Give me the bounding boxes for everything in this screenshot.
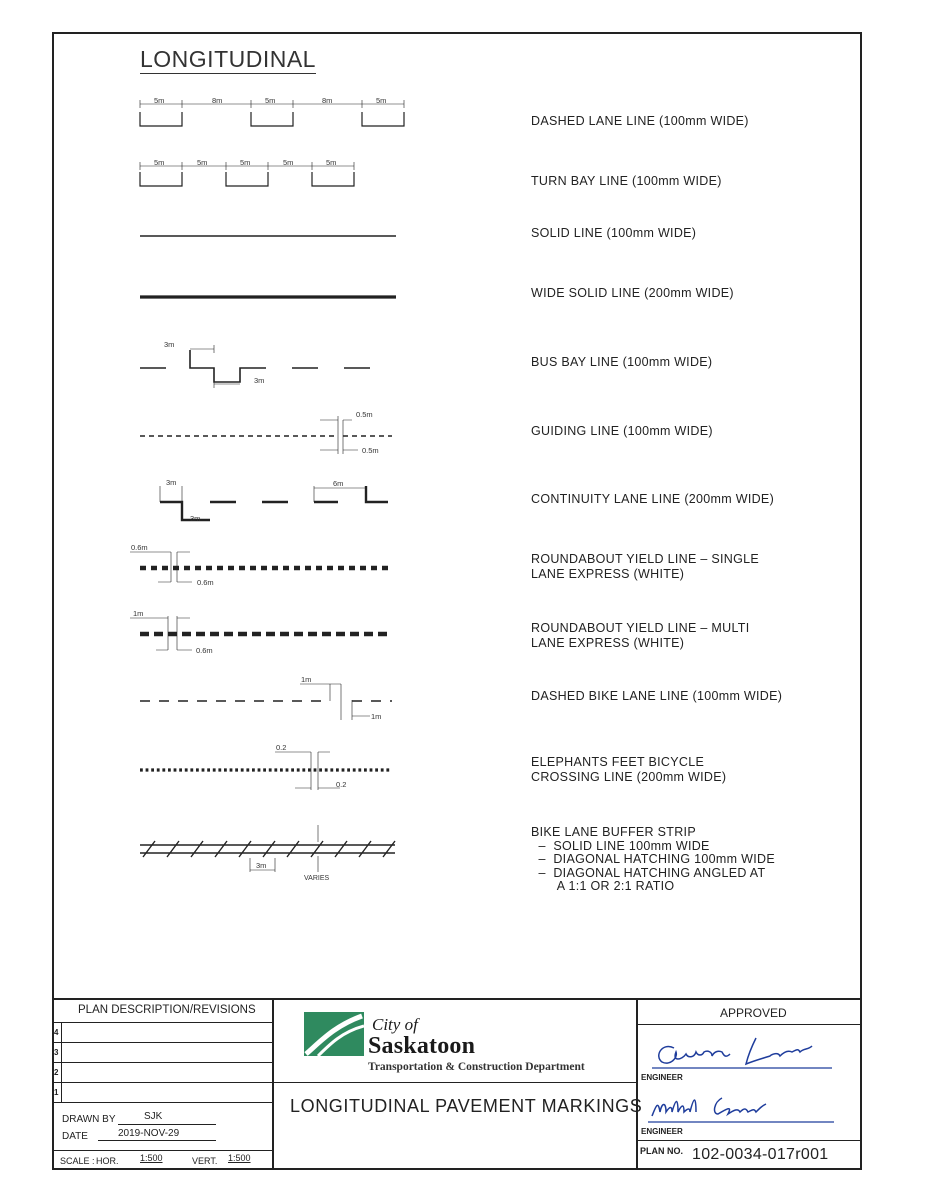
vert-label: VERT.: [192, 1156, 218, 1166]
label-turn-bay-line: TURN BAY LINE (100mm WIDE): [531, 174, 722, 188]
dim-text: 0.2: [276, 743, 287, 752]
dim-text: 0.6m: [197, 578, 214, 587]
date-value: 2019-NOV-29: [118, 1128, 180, 1139]
dim-text: 3m: [190, 514, 201, 523]
hor-label: HOR.: [96, 1156, 119, 1166]
label-wide-solid-line: WIDE SOLID LINE (200mm WIDE): [531, 286, 734, 300]
dim-text: 5m: [283, 158, 294, 167]
dim-text: 5m: [240, 158, 251, 167]
dim-text: 3m: [164, 340, 175, 349]
elephants-feet-drawing: [140, 752, 392, 790]
department-name: Transportation & Construction Department: [368, 1061, 585, 1073]
date-label: DATE: [62, 1131, 88, 1142]
title-block: [52, 1000, 862, 1170]
dim-text: 8m: [212, 96, 223, 105]
dim-text: 0.2: [336, 780, 347, 789]
dim-text: 5m: [326, 158, 337, 167]
dim-text: 1m: [133, 609, 144, 618]
dim-text: 5m: [197, 158, 208, 167]
engineer-label-1: ENGINEER: [641, 1073, 683, 1082]
plan-title: LONGITUDINAL PAVEMENT MARKINGS: [290, 1096, 643, 1116]
plan-no-label: PLAN NO.: [640, 1146, 684, 1156]
label-elephants-feet: ELEPHANTS FEET BICYCLE CROSSING LINE (200mm WIDE): [531, 755, 727, 784]
dim-text: 5m: [265, 96, 276, 105]
vert-scale: 1:500: [228, 1153, 251, 1163]
bike-lane-buffer-drawing: [140, 825, 395, 872]
engineer-label-2: ENGINEER: [641, 1127, 683, 1136]
dim-text: 5m: [376, 96, 387, 105]
label-dashed-lane-line: DASHED LANE LINE (100mm WIDE): [531, 114, 749, 128]
dim-text: 0.6m: [131, 543, 148, 552]
approved-label: APPROVED: [720, 1006, 787, 1020]
dim-text: 0.5m: [356, 410, 373, 419]
dim-text: 6m: [333, 479, 344, 488]
signature-1-icon: [652, 1034, 832, 1070]
label-roundabout-single: ROUNDABOUT YIELD LINE – SINGLE LANE EXPRESS (WHITE): [531, 552, 760, 581]
roundabout-multi-drawing: [130, 616, 392, 650]
org-name: Saskatoon: [368, 1033, 476, 1059]
label-continuity-lane-line: CONTINUITY LANE LINE (200mm WIDE): [531, 492, 775, 506]
dim-text: 0.6m: [196, 646, 213, 655]
dim-text: VARIES: [304, 875, 330, 882]
saskatoon-logo-icon: [304, 1012, 364, 1056]
guiding-line-drawing: [140, 416, 392, 454]
label-bus-bay-line: BUS BAY LINE (100mm WIDE): [531, 355, 713, 369]
dim-text: 3m: [256, 861, 267, 870]
label-solid-line: SOLID LINE (100mm WIDE): [531, 226, 697, 240]
label-dashed-bike-lane-line: DASHED BIKE LANE LINE (100mm WIDE): [531, 689, 783, 703]
plan-number: 102-0034-017r001: [692, 1146, 829, 1163]
dim-text: 3m: [254, 376, 265, 385]
roundabout-single-drawing: [130, 552, 390, 582]
dim-text: 0.5m: [362, 446, 379, 455]
drawn-by-label: DRAWN BY: [62, 1114, 116, 1125]
label-guiding-line: GUIDING LINE (100mm WIDE): [531, 424, 713, 438]
dim-text: 5m: [154, 158, 165, 167]
signature-2-icon: [648, 1090, 834, 1126]
label-bike-lane-buffer: BIKE LANE BUFFER STRIP – SOLID LINE 100mm WIDE – DIAGONAL HATCHING 100mm WIDE – DIAGONAL HATCHING ANGLED AT A 1:1 OR 2:1 RATIO: [531, 825, 775, 893]
dashed-bike-lane-drawing: [140, 684, 392, 720]
drawn-by-value: SJK: [144, 1111, 163, 1122]
dim-text: 8m: [322, 96, 333, 105]
drawing-title: LONGITUDINAL: [140, 46, 316, 72]
revision-number: 4: [54, 1028, 59, 1037]
revision-number: 2: [54, 1068, 59, 1077]
scale-label: SCALE :: [60, 1156, 95, 1166]
revisions-header: PLAN DESCRIPTION/REVISIONS: [78, 1004, 256, 1016]
dim-text: 1m: [371, 712, 382, 721]
dim-text: 3m: [166, 478, 177, 487]
label-roundabout-multi: ROUNDABOUT YIELD LINE – MULTI LANE EXPRESS (WHITE): [531, 621, 750, 650]
hor-scale: 1:500: [140, 1153, 163, 1163]
dim-text: 5m: [154, 96, 165, 105]
org-city: City of: [372, 1015, 418, 1034]
revision-number: 3: [54, 1048, 59, 1057]
revision-number: 1: [54, 1088, 59, 1097]
dim-text: 1m: [301, 675, 312, 684]
